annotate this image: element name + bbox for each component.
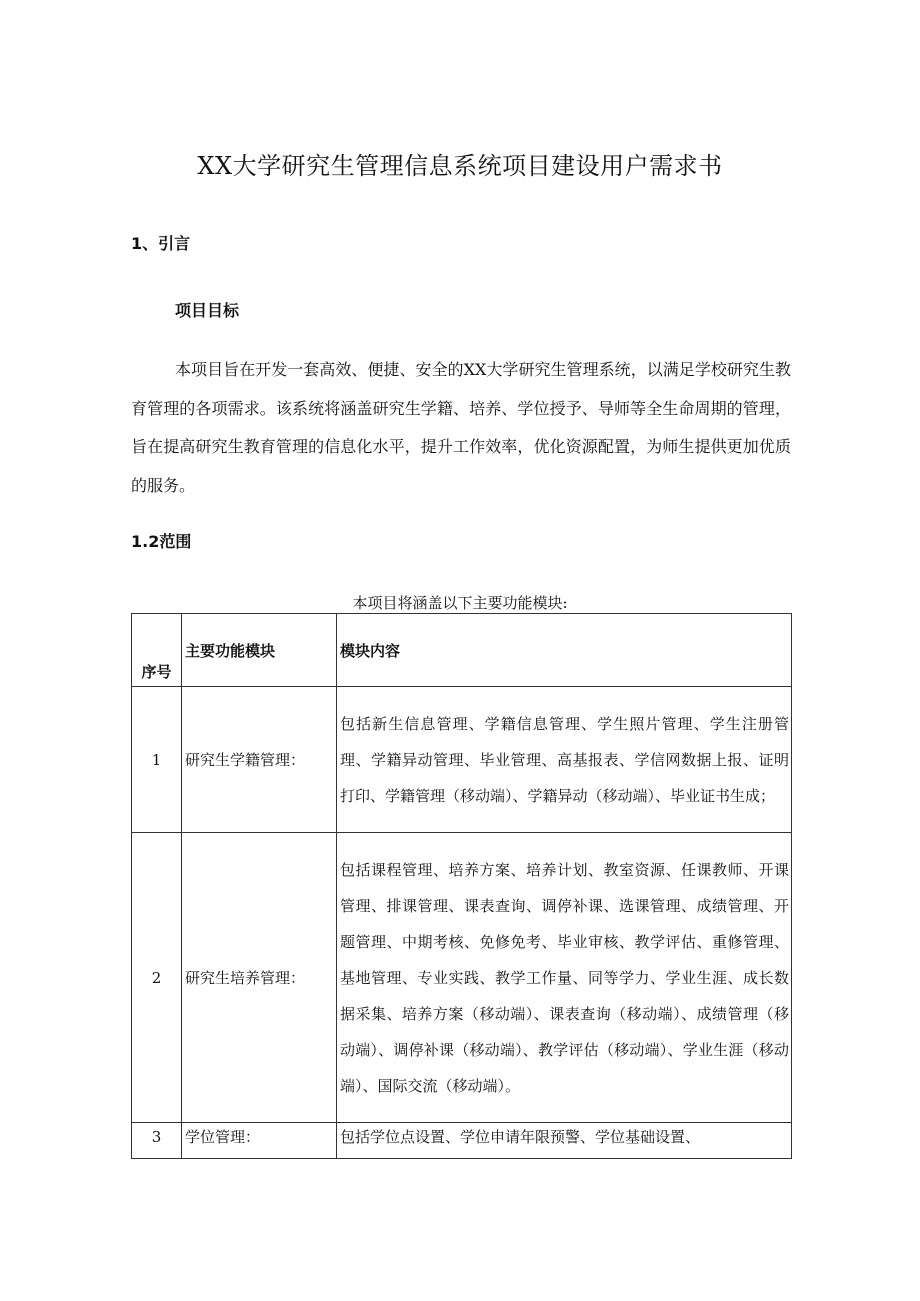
row-number: 2 [132, 833, 182, 1123]
section-heading-introduction: 1、引言 [131, 234, 191, 253]
header-module: 主要功能模块 [182, 614, 337, 687]
row-content: 包括课程管理、培养方案、培养计划、教室资源、任课教师、开课管理、排课管理、课表查询、调停补课、选课管理、成绩管理、开题管理、中期考核、免修免考、毕业审核、教学评估、重修管理、基地管理、专业实践、教学工作量、同等学力、学业生涯、成长数据采集、培养方案（移动端）、课表查询（移动端）、成绩管理（移动端）、调停补课（移动端）、教学评估（移动端）、学业生涯（移动端）、国际交流（移动端）。 [337, 833, 792, 1123]
modules-table [131, 613, 792, 1159]
project-goal-paragraph: 本项目旨在开发一套高效、便捷、安全的XX大学研究生管理系统，以满足学校研究生教育管理的各项需求。该系统将涵盖研究生学籍、培养、学位授予、导师等全生命周期的管理，旨在提高研究生教育管理的信息化水平，提升工作效率，优化资源配置，为师生提供更加优质的服务。 [131, 360, 791, 495]
row-module: 研究生学籍管理： [182, 687, 337, 833]
header-content: 模块内容 [337, 614, 792, 687]
row-number: 3 [132, 1123, 182, 1159]
row-number: 1 [132, 687, 182, 833]
row-content: 包括新生信息管理、学籍信息管理、学生照片管理、学生注册管理、学籍异动管理、毕业管理、高基报表、学信网数据上报、证明打印、学籍管理（移动端）、学籍异动（移动端）、毕业证书生成； [337, 687, 792, 833]
row-content: 包括学位点设置、学位申请年限预警、学位基础设置、 [337, 1123, 792, 1159]
table-row [132, 1123, 792, 1159]
table-header-row [132, 614, 792, 687]
document-title: XX大学研究生管理信息系统项目建设用户需求书 [197, 152, 723, 180]
table-caption: 本项目将涵盖以下主要功能模块: [352, 594, 568, 612]
header-no: 序号 [132, 614, 182, 687]
section-heading-scope: 1.2范围 [131, 532, 192, 551]
row-module: 学位管理： [182, 1123, 337, 1159]
row-module: 研究生培养管理： [182, 833, 337, 1123]
subsection-heading-project-goal: 项目目标 [175, 301, 240, 320]
table-row [132, 687, 792, 833]
table-row [132, 833, 792, 1123]
